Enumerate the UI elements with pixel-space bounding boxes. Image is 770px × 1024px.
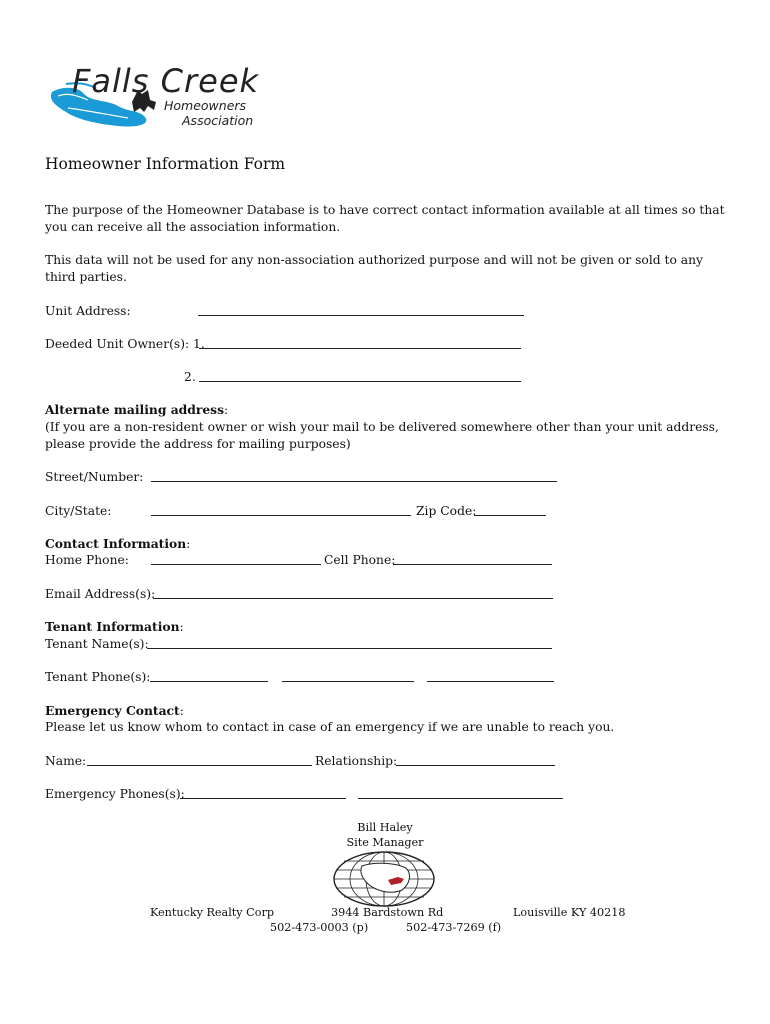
emergency-colon: : — [179, 704, 184, 718]
tenant-heading-text: Tenant Information — [45, 619, 180, 634]
tenant-heading — [45, 619, 184, 635]
zip-field[interactable] — [474, 503, 546, 516]
intro-paragraph-1: The purpose of the Homeowner Database is to have correct contact information available at all times so that you can receive all the association information. — [45, 203, 725, 234]
email-field[interactable] — [153, 586, 553, 599]
company-phone: 502-473-0003 (p) — [270, 921, 369, 934]
emergency-heading — [45, 703, 184, 719]
tenant-phones-label: Tenant Phone(s): — [45, 670, 151, 684]
city-label: City/State: — [45, 504, 112, 518]
emergency-note: Please let us know whom to contact in case of an emergency if we are unable to reach you. — [45, 720, 615, 734]
deeded-owner-1-field[interactable] — [199, 336, 521, 349]
logo-title: Falls Creek — [72, 62, 260, 100]
company-address: 3944 Bardstown Rd — [331, 906, 444, 919]
manager-name: Bill Haley — [357, 821, 413, 834]
tenant-phone-2-field[interactable] — [282, 669, 414, 682]
emergency-heading-text: Emergency Contact — [45, 703, 180, 718]
tenant-colon: : — [179, 620, 184, 634]
association-logo — [48, 62, 288, 137]
street-label: Street/Number: — [45, 470, 144, 484]
cell-phone-label: Cell Phone: — [324, 553, 396, 567]
emergency-name-field[interactable] — [87, 753, 312, 766]
relationship-field[interactable] — [396, 753, 555, 766]
city-state-field[interactable] — [151, 503, 411, 516]
name-label: Name: — [45, 754, 87, 768]
deeded-owner-2-field[interactable] — [199, 369, 521, 382]
company-fax: 502-473-7269 (f) — [406, 921, 502, 934]
tenant-phone-3-field[interactable] — [427, 669, 554, 682]
email-label: Email Address(s): — [45, 587, 156, 601]
logo-subtitle-1: Homeowners — [164, 98, 247, 113]
deeded-owner-label: Deeded Unit Owner(s): 1. — [45, 337, 205, 351]
tenant-phone-1-field[interactable] — [150, 669, 268, 682]
cell-phone-field[interactable] — [393, 552, 552, 565]
unit-address-label: Unit Address: — [45, 304, 131, 318]
globe-logo-icon — [332, 850, 436, 908]
intro-paragraph-2: This data will not be used for any non-association authorized purpose and will not be given or sold to any third parties. — [45, 253, 703, 284]
emergency-phones-label: Emergency Phones(s): — [45, 787, 185, 801]
logo-subtitle-2: Association — [182, 113, 254, 128]
form-title: Homeowner Information Form — [45, 155, 286, 173]
home-phone-label: Home Phone: — [45, 553, 129, 567]
manager-title: Site Manager — [346, 836, 424, 849]
contact-heading-text: Contact Information — [45, 536, 187, 551]
contact-colon: : — [186, 537, 191, 551]
emergency-phone-1-field[interactable] — [180, 786, 346, 799]
home-phone-field[interactable] — [151, 552, 321, 565]
company-city: Louisville KY 40218 — [513, 906, 626, 919]
contact-heading — [45, 536, 190, 552]
owner-2-label: 2. — [184, 370, 196, 384]
emergency-phone-2-field[interactable] — [358, 786, 563, 799]
zip-label: Zip Code: — [416, 504, 477, 518]
relationship-label: Relationship: — [315, 754, 398, 768]
tenant-names-field[interactable] — [147, 636, 552, 649]
tenant-names-label: Tenant Name(s): — [45, 637, 149, 651]
alt-mailing-heading-text: Alternate mailing address — [45, 402, 225, 417]
company-name: Kentucky Realty Corp — [150, 906, 274, 919]
unit-address-field[interactable] — [198, 303, 524, 316]
street-field[interactable] — [151, 469, 557, 482]
alt-mailing-colon: : — [224, 403, 229, 417]
alt-mailing-note: (If you are a non-resident owner or wish your mail to be delivered somewhere other than your unit address, please provide the address for mailing purposes) — [45, 420, 719, 451]
alt-mailing-heading — [45, 402, 228, 418]
